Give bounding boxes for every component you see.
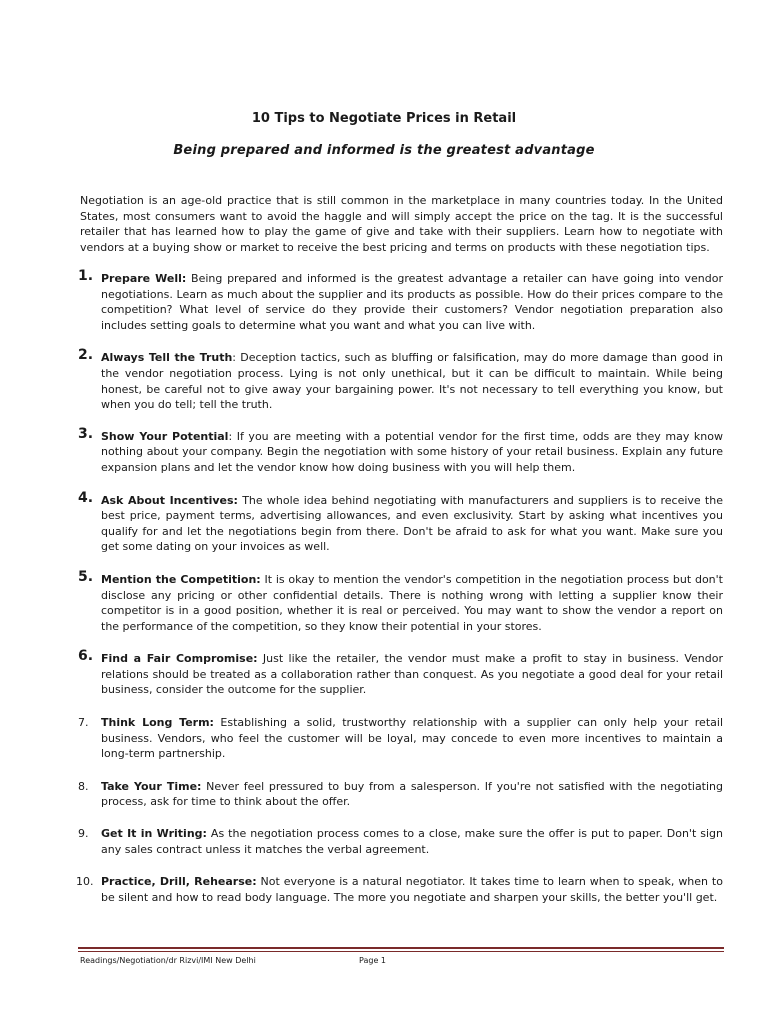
tip-text: : If you are meeting with a potential vendor for the first time, odds are they may know nothing about your company. Begin the negotiation with some history of your retail business. Explain any future expansion plans and let the vendor know how doing business with you will help them. xyxy=(101,429,723,474)
tip-label: Find a Fair Compromise: xyxy=(101,652,258,666)
document-subtitle: Being prepared and informed is the greatest advantage xyxy=(173,143,595,158)
tip-number: 3. xyxy=(78,425,94,442)
intro-paragraph: Negotiation is an age-old practice that is still common in the marketplace in many countries today. In the United States, most consumers want to avoid the haggle and will simply accept the price on the tag. It is the successful retailer that has learned how to play the game of give and take with their suppliers. Learn how to negotiate with vendors at a buying show or market to receive the best pricing and terms on products with these negotiation tips. xyxy=(80,194,723,254)
tip-item-3 xyxy=(78,425,723,476)
tip-text: The whole idea behind negotiating with manufacturers and suppliers is to receive the best price, payment terms, advertising allowances, and even exclusivity. Start by asking what incentives you qualify for and let the negotiations begin from there. Don't be afraid to ask for what you want. Make sure you get some dating on your invoices as well. xyxy=(101,493,723,554)
tip-number: 8. xyxy=(78,779,89,793)
tip-number: 2. xyxy=(78,347,94,364)
tip-text: : Deception tactics, such as bluffing or falsification, may do more damage than good in the vendor negotiation process. Lying is not only unethical, but it can be difficult to maintain. While being honest, be careful not to give away your bargaining power. It's not necessary to tell everything you know, but when you do tell; tell the truth. xyxy=(101,351,723,412)
tip-label: Think Long Term: xyxy=(101,716,214,730)
tip-text: As the negotiation process comes to a close, make sure the offer is put to paper. Don't sign any sales contract unless it matches the verbal agreement. xyxy=(101,827,723,856)
tip-label: Take Your Time: xyxy=(101,779,202,793)
tip-text: It is okay to mention the vendor's competition in the negotiation process but don't disclose any pricing or other confidential details. There is nothing wrong with letting a supplier know their competitor is in a good position, whether it is real or perceived. You may want to show the vendor a report on the performance of the competition, so they know their potential in your stores. xyxy=(101,572,723,633)
tips-list xyxy=(76,268,724,905)
tip-text: Not everyone is a natural negotiator. It takes time to learn when to speak, when to be silent and how to read body language. The more you negotiate and sharpen your skills, the better you'll get. xyxy=(101,875,723,904)
tip-item-4 xyxy=(78,489,723,555)
footer-rule-thin xyxy=(78,951,724,952)
tip-label: Always Tell the Truth xyxy=(101,351,233,365)
tip-label: Show Your Potential xyxy=(101,429,229,443)
tip-number: 7. xyxy=(78,716,89,730)
tip-label: Get It in Writing: xyxy=(101,827,207,841)
tip-number: 5. xyxy=(78,568,94,585)
footer-source: Readings/Negotiation/dr Rizvi/IMI New Delhi xyxy=(80,956,256,965)
tip-item-9 xyxy=(78,826,723,857)
tip-text: Being prepared and informed is the greatest advantage a retailer can have going into vendor negotiations. Learn as much about the supplier and its products as possible. How do their prices compare to the competition? What level of service do they provide their customers? Vendor negotiation preparation also includes setting goals to determine what you want and what you can live with. xyxy=(101,272,723,332)
tip-item-7 xyxy=(78,715,723,762)
tip-number: 1. xyxy=(78,268,94,284)
tip-item-6 xyxy=(78,648,723,698)
tip-text: Never feel pressured to buy from a salesperson. If you're not satisfied with the negotiating process, ask for time to think about the offer. xyxy=(101,779,724,809)
document-title: 10 Tips to Negotiate Prices in Retail xyxy=(251,111,517,126)
tip-label: Practice, Drill, Rehearse: xyxy=(101,875,257,889)
tip-label: Mention the Competition: xyxy=(101,572,261,586)
tip-label: Prepare Well: xyxy=(101,272,187,285)
tip-number: 6. xyxy=(78,648,94,665)
footer-rule-thick xyxy=(78,947,724,949)
tip-item-5 xyxy=(78,568,723,634)
tip-item-2 xyxy=(78,347,723,412)
tip-number: 10. xyxy=(76,875,94,889)
tip-number: 9. xyxy=(78,827,89,841)
tip-item-1 xyxy=(78,268,723,333)
tip-number: 4. xyxy=(78,489,94,506)
tip-item-10 xyxy=(78,874,723,905)
tip-text: Establishing a solid, trustworthy relationship with a supplier can only help your retail business. Vendors, who feel the customer will be loyal, may concede to even more incentives to maintain a long-term partnership. xyxy=(101,716,723,761)
tip-label: Ask About Incentives: xyxy=(101,493,238,507)
footer-page-number: Page 1 xyxy=(359,956,386,965)
tip-text: Just like the retailer, the vendor must make a profit to stay in business. Vendor relations should be treated as a collaboration rather than conquest. As you negotiate a good deal for your retail business, consider the outcome for the supplier. xyxy=(101,652,723,697)
tip-item-8 xyxy=(78,779,723,810)
